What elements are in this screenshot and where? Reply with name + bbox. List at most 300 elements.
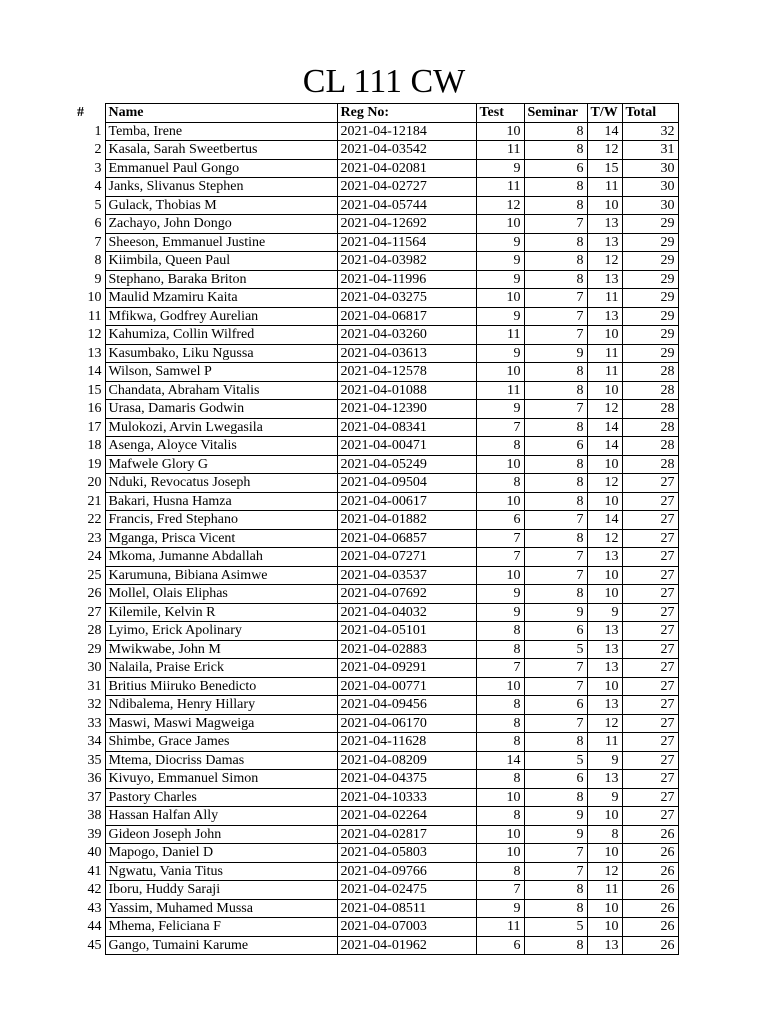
total-score: 26 [622,825,678,844]
total-score: 28 [622,418,678,437]
reg-number: 2021-04-02883 [337,640,476,659]
header-number: # [77,105,84,121]
student-name: Mhema, Feliciana F [105,918,337,937]
total-score: 27 [622,677,678,696]
student-name: Kilemile, Kelvin R [105,603,337,622]
seminar-score: 8 [524,881,587,900]
table-row [74,770,678,789]
row-number: 17 [87,419,102,435]
row-number: 21 [87,493,102,509]
tw-score: 13 [587,696,622,715]
total-score: 27 [622,751,678,770]
test-score: 10 [476,289,524,308]
tw-score: 10 [587,326,622,345]
reg-number: 2021-04-00771 [337,677,476,696]
row-number: 19 [87,456,102,472]
test-score: 9 [476,344,524,363]
tw-score: 13 [587,659,622,678]
total-score: 27 [622,622,678,641]
reg-number: 2021-04-02264 [337,807,476,826]
total-score: 32 [622,122,678,141]
seminar-score: 6 [524,622,587,641]
test-score: 8 [476,474,524,493]
test-score: 10 [476,492,524,511]
row-number: 27 [87,604,102,620]
test-score: 9 [476,585,524,604]
test-score: 10 [476,363,524,382]
total-score: 27 [622,714,678,733]
reg-number: 2021-04-11564 [337,233,476,252]
reg-number: 2021-04-04375 [337,770,476,789]
table-row [74,289,678,308]
test-score: 9 [476,400,524,419]
table-row [74,603,678,622]
reg-number: 2021-04-08209 [337,751,476,770]
test-score: 8 [476,862,524,881]
seminar-score: 8 [524,122,587,141]
student-name: Maswi, Maswi Magweiga [105,714,337,733]
student-name: Shimbe, Grace James [105,733,337,752]
test-score: 11 [476,381,524,400]
row-number: 34 [87,734,102,750]
student-name: Maulid Mzamiru Kaita [105,289,337,308]
student-name: Mafwele Glory G [105,455,337,474]
test-score: 10 [476,677,524,696]
table-row [74,511,678,530]
tw-score: 13 [587,548,622,567]
row-number: 5 [94,197,102,213]
test-score: 7 [476,548,524,567]
tw-score: 13 [587,622,622,641]
table-row [74,696,678,715]
tw-score: 11 [587,289,622,308]
tw-score: 10 [587,918,622,937]
row-number: 22 [87,512,102,528]
reg-number: 2021-04-05249 [337,455,476,474]
total-score: 27 [622,529,678,548]
tw-score: 8 [587,825,622,844]
tw-score: 13 [587,270,622,289]
table-row [74,196,678,215]
reg-number: 2021-04-07692 [337,585,476,604]
tw-score: 11 [587,344,622,363]
total-score: 28 [622,381,678,400]
student-name: Gideon Joseph John [105,825,337,844]
row-number: 32 [87,697,102,713]
tw-score: 12 [587,141,622,160]
table-row [74,215,678,234]
reg-number: 2021-04-09504 [337,474,476,493]
tw-score: 11 [587,363,622,382]
row-number: 10 [87,290,102,306]
table-row [74,159,678,178]
table-row [74,178,678,197]
table-row [74,233,678,252]
test-score: 9 [476,603,524,622]
test-score: 14 [476,751,524,770]
total-score: 27 [622,807,678,826]
total-score: 26 [622,918,678,937]
student-name: Yassim, Muhamed Mussa [105,899,337,918]
table-row [74,751,678,770]
table-row [74,714,678,733]
row-number: 35 [87,752,102,768]
student-name: Francis, Fred Stephano [105,511,337,530]
tw-score: 10 [587,492,622,511]
reg-number: 2021-04-08341 [337,418,476,437]
tw-score: 10 [587,455,622,474]
total-score: 27 [622,566,678,585]
reg-number: 2021-04-03542 [337,141,476,160]
row-number: 42 [87,882,102,898]
student-name: Bakari, Husna Hamza [105,492,337,511]
row-number: 38 [87,808,102,824]
table-row [74,344,678,363]
test-score: 9 [476,233,524,252]
tw-score: 10 [587,196,622,215]
table-row [74,252,678,271]
table-row [74,640,678,659]
table-row [74,788,678,807]
total-score: 30 [622,159,678,178]
test-score: 7 [476,881,524,900]
row-number: 26 [87,586,102,602]
total-score: 28 [622,363,678,382]
row-number: 1 [94,123,102,139]
test-score: 8 [476,640,524,659]
reg-number: 2021-04-07271 [337,548,476,567]
student-name: Pastory Charles [105,788,337,807]
test-score: 10 [476,215,524,234]
table-row [74,400,678,419]
row-number: 4 [94,179,102,195]
seminar-score: 7 [524,566,587,585]
student-name: Asenga, Aloyce Vitalis [105,437,337,456]
seminar-score: 9 [524,807,587,826]
seminar-score: 8 [524,733,587,752]
test-score: 8 [476,714,524,733]
test-score: 9 [476,899,524,918]
seminar-score: 7 [524,862,587,881]
table-row [74,418,678,437]
reg-number: 2021-04-10333 [337,788,476,807]
tw-score: 15 [587,159,622,178]
seminar-score: 7 [524,844,587,863]
tw-score: 10 [587,677,622,696]
table-row [74,141,678,160]
reg-number: 2021-04-02475 [337,881,476,900]
student-name: Britius Miiruko Benedicto [105,677,337,696]
student-name: Gulack, Thobias M [105,196,337,215]
tw-score: 12 [587,529,622,548]
reg-number: 2021-04-05101 [337,622,476,641]
student-name: Lyimo, Erick Apolinary [105,622,337,641]
total-score: 26 [622,899,678,918]
test-score: 11 [476,918,524,937]
tw-score: 9 [587,751,622,770]
seminar-score: 9 [524,603,587,622]
student-name: Janks, Slivanus Stephen [105,178,337,197]
student-name: Mtema, Diocriss Damas [105,751,337,770]
student-name: Gango, Tumaini Karume [105,936,337,955]
table-row [74,862,678,881]
reg-number: 2021-04-11996 [337,270,476,289]
header-test: Test [476,104,524,123]
tw-score: 12 [587,862,622,881]
seminar-score: 8 [524,252,587,271]
seminar-score: 8 [524,270,587,289]
seminar-score: 8 [524,529,587,548]
reg-number: 2021-04-00471 [337,437,476,456]
student-name: Urasa, Damaris Godwin [105,400,337,419]
tw-score: 12 [587,474,622,493]
seminar-score: 7 [524,714,587,733]
reg-number: 2021-04-12184 [337,122,476,141]
reg-number: 2021-04-03613 [337,344,476,363]
row-number: 2 [94,142,102,158]
table-row [74,455,678,474]
row-number: 28 [87,623,102,639]
row-number: 20 [87,475,102,491]
table-row [74,825,678,844]
total-score: 31 [622,141,678,160]
total-score: 29 [622,233,678,252]
tw-score: 14 [587,437,622,456]
student-name: Wilson, Samwel P [105,363,337,382]
row-number: 43 [87,900,102,916]
row-number: 14 [87,364,102,380]
tw-score: 13 [587,307,622,326]
table-row [74,899,678,918]
row-number: 39 [87,826,102,842]
header-reg-no: Reg No: [337,104,476,123]
tw-score: 10 [587,844,622,863]
total-score: 29 [622,215,678,234]
row-number: 31 [87,678,102,694]
seminar-score: 8 [524,492,587,511]
reg-number: 2021-04-01882 [337,511,476,530]
reg-number: 2021-04-03982 [337,252,476,271]
test-score: 8 [476,807,524,826]
total-score: 29 [622,289,678,308]
table-row [74,844,678,863]
tw-score: 10 [587,381,622,400]
reg-number: 2021-04-02727 [337,178,476,197]
tw-score: 13 [587,215,622,234]
total-score: 28 [622,400,678,419]
seminar-score: 8 [524,363,587,382]
test-score: 7 [476,418,524,437]
total-score: 29 [622,270,678,289]
table-row [74,437,678,456]
seminar-score: 7 [524,677,587,696]
student-name: Chandata, Abraham Vitalis [105,381,337,400]
test-score: 8 [476,437,524,456]
table-row [74,566,678,585]
tw-score: 10 [587,585,622,604]
table-row [74,881,678,900]
total-score: 27 [622,548,678,567]
table-row [74,918,678,937]
total-score: 27 [622,640,678,659]
reg-number: 2021-04-12390 [337,400,476,419]
seminar-score: 9 [524,825,587,844]
reg-number: 2021-04-02081 [337,159,476,178]
seminar-score: 7 [524,659,587,678]
test-score: 11 [476,326,524,345]
table-row [74,659,678,678]
student-name: Mollel, Olais Eliphas [105,585,337,604]
seminar-score: 8 [524,418,587,437]
row-number: 9 [94,271,102,287]
page-title: CL 111 CW [302,63,466,100]
seminar-score: 7 [524,511,587,530]
reg-number: 2021-04-09291 [337,659,476,678]
total-score: 26 [622,936,678,955]
student-name: Temba, Irene [105,122,337,141]
student-name: Mulokozi, Arvin Lwegasila [105,418,337,437]
student-name: Kivuyo, Emmanuel Simon [105,770,337,789]
tw-score: 10 [587,899,622,918]
seminar-score: 7 [524,326,587,345]
seminar-score: 8 [524,141,587,160]
total-score: 26 [622,881,678,900]
seminar-score: 8 [524,788,587,807]
table-row [74,529,678,548]
header-name: Name [105,104,337,123]
seminar-score: 8 [524,585,587,604]
tw-score: 10 [587,807,622,826]
total-score: 27 [622,585,678,604]
test-score: 8 [476,696,524,715]
test-score: 11 [476,141,524,160]
tw-score: 9 [587,603,622,622]
student-name: Mkoma, Jumanne Abdallah [105,548,337,567]
row-number: 11 [88,308,102,324]
seminar-score: 8 [524,233,587,252]
total-score: 27 [622,659,678,678]
row-number: 8 [94,253,102,269]
total-score: 28 [622,455,678,474]
reg-number: 2021-04-03275 [337,289,476,308]
total-score: 27 [622,492,678,511]
reg-number: 2021-04-07003 [337,918,476,937]
reg-number: 2021-04-08511 [337,899,476,918]
seminar-score: 7 [524,215,587,234]
row-number: 29 [87,641,102,657]
tw-score: 11 [587,178,622,197]
reg-number: 2021-04-06817 [337,307,476,326]
test-score: 9 [476,159,524,178]
row-number: 30 [87,660,102,676]
student-name: Kahumiza, Collin Wilfred [105,326,337,345]
total-score: 27 [622,603,678,622]
tw-score: 10 [587,566,622,585]
student-name: Nalaila, Praise Erick [105,659,337,678]
reg-number: 2021-04-05803 [337,844,476,863]
table-row [74,807,678,826]
seminar-score: 6 [524,696,587,715]
row-number: 23 [87,530,102,546]
total-score: 27 [622,511,678,530]
row-number: 7 [94,234,102,250]
test-score: 6 [476,511,524,530]
reg-number: 2021-04-09766 [337,862,476,881]
test-score: 7 [476,529,524,548]
row-number: 36 [87,771,102,787]
seminar-score: 8 [524,455,587,474]
row-number: 25 [87,567,102,583]
tw-score: 9 [587,788,622,807]
row-number: 6 [94,216,102,232]
seminar-score: 8 [524,381,587,400]
seminar-score: 7 [524,289,587,308]
seminar-score: 8 [524,936,587,955]
test-score: 10 [476,788,524,807]
reg-number: 2021-04-06170 [337,714,476,733]
row-number: 12 [87,327,102,343]
reg-number: 2021-04-03537 [337,566,476,585]
total-score: 29 [622,252,678,271]
table-row [74,363,678,382]
total-score: 29 [622,326,678,345]
total-score: 28 [622,437,678,456]
total-score: 27 [622,788,678,807]
reg-number: 2021-04-00617 [337,492,476,511]
table-row [74,733,678,752]
test-score: 9 [476,252,524,271]
test-score: 8 [476,733,524,752]
tw-score: 12 [587,252,622,271]
row-number: 37 [87,789,102,805]
student-name: Ngwatu, Vania Titus [105,862,337,881]
student-name: Stephano, Baraka Briton [105,270,337,289]
test-score: 8 [476,622,524,641]
header-seminar: Seminar [524,104,587,123]
total-score: 30 [622,178,678,197]
row-number: 13 [87,345,102,361]
test-score: 6 [476,936,524,955]
row-number: 15 [87,382,102,398]
student-name: Zachayo, John Dongo [105,215,337,234]
student-name: Mwikwabe, John M [105,640,337,659]
row-number: 45 [87,937,102,953]
table-row [74,381,678,400]
seminar-score: 5 [524,640,587,659]
header-tw: T/W [587,104,622,123]
reg-number: 2021-04-01088 [337,381,476,400]
row-number: 24 [87,549,102,565]
seminar-score: 8 [524,196,587,215]
table-row [74,474,678,493]
table-row [74,326,678,345]
table-row [74,122,678,141]
total-score: 26 [622,862,678,881]
tw-score: 13 [587,640,622,659]
test-score: 10 [476,122,524,141]
student-name: Iboru, Huddy Saraji [105,881,337,900]
reg-number: 2021-04-04032 [337,603,476,622]
student-name: Mfikwa, Godfrey Aurelian [105,307,337,326]
total-score: 29 [622,307,678,326]
student-name: Hassan Halfan Ally [105,807,337,826]
total-score: 27 [622,474,678,493]
total-score: 26 [622,844,678,863]
table-row [74,936,678,955]
total-score: 30 [622,196,678,215]
seminar-score: 7 [524,400,587,419]
header-row [74,104,678,123]
